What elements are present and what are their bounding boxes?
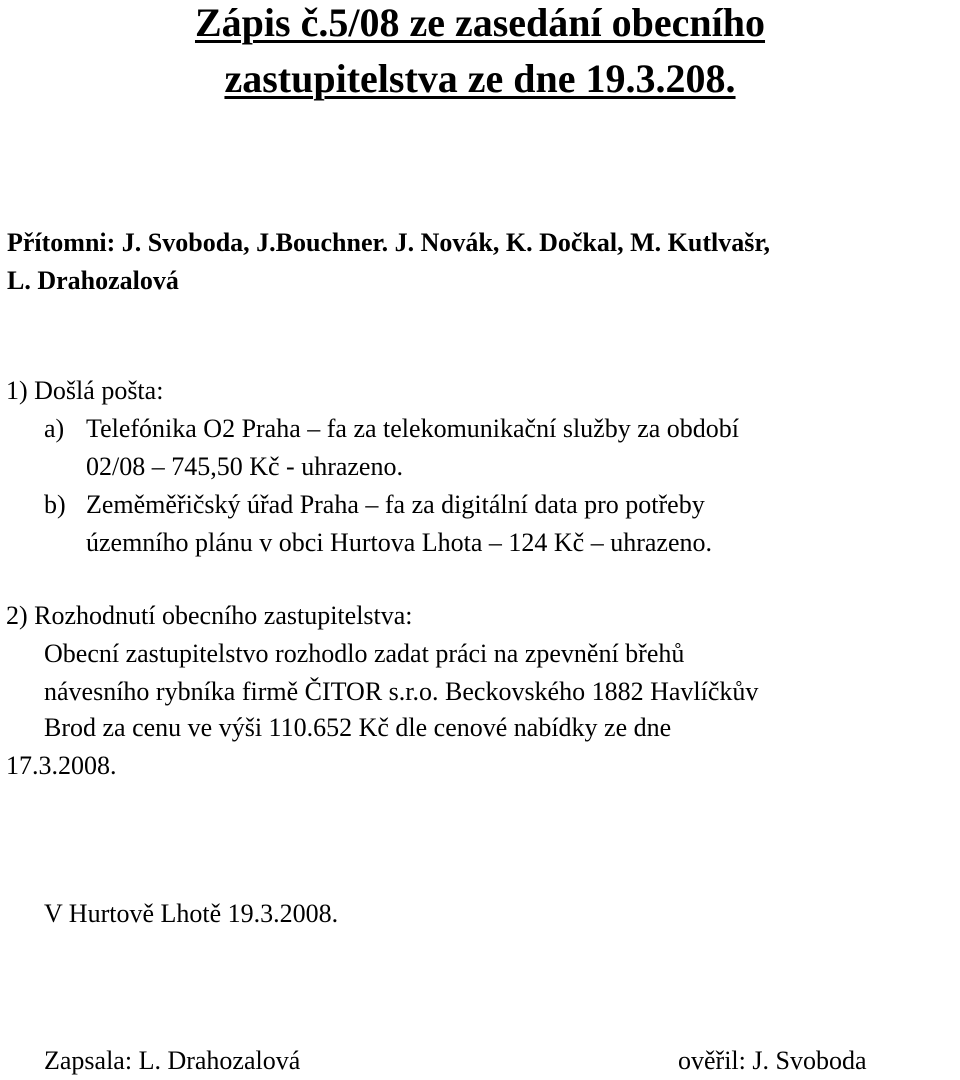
item-1b-marker: b)	[44, 490, 66, 519]
item-2-line-2: návesního rybníka firmě ČITOR s.r.o. Beckovského 1882 Havlíčkův	[44, 677, 759, 706]
item-2-heading: 2) Rozhodnutí obecního zastupitelstva:	[6, 601, 413, 630]
attendees-line-1: Přítomni: J. Svoboda, J.Bouchner. J. Novák, K. Dočkal, M. Kutlvašr,	[7, 228, 770, 257]
place-and-date: V Hurtově Lhotě 19.3.2008.	[44, 899, 339, 928]
item-1-heading: 1) Došlá pošta:	[6, 376, 164, 405]
document-title-line-2: zastupitelstva ze dne 19.3.208.	[224, 56, 736, 101]
attendees-line-2: L. Drahozalová	[7, 266, 179, 295]
verified-by-signature: ověřil: J. Svoboda	[678, 1046, 867, 1075]
recorded-by-signature: Zapsala: L. Drahozalová	[44, 1046, 301, 1075]
item-2-line-1: Obecní zastupitelstvo rozhodlo zadat práci na zpevnění břehů	[44, 639, 685, 668]
item-2-line-4: 17.3.2008.	[6, 751, 117, 780]
item-1a-line-2: 02/08 – 745,50 Kč - uhrazeno.	[86, 452, 403, 481]
item-2-line-3: Brod za cenu ve výši 110.652 Kč dle cenové nabídky ze dne	[44, 713, 672, 742]
item-1a-line-1: Telefónika O2 Praha – fa za telekomunikační služby za období	[86, 414, 740, 443]
item-1b-line-1: Zeměměřičský úřad Praha – fa za digitální data pro potřeby	[86, 490, 705, 519]
document-title-line-1: Zápis č.5/08 ze zasedání obecního	[194, 0, 766, 45]
item-1b-line-2: územního plánu v obci Hurtova Lhota – 124 Kč – uhrazeno.	[86, 528, 712, 557]
item-1a-marker: a)	[44, 414, 65, 443]
